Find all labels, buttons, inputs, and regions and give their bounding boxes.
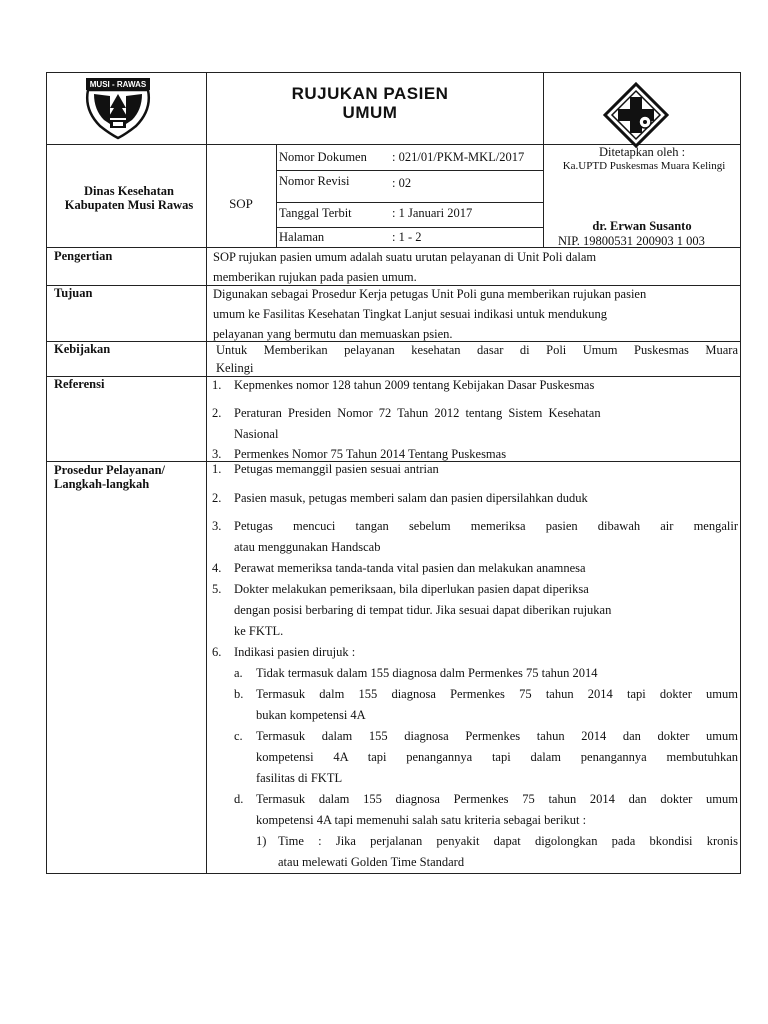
puskesmas-cross-icon [603,82,669,153]
prosedur-item-4: Perawat memeriksa tanda-tanda vital pasien dan melakukan anamnesa [234,561,586,575]
table-border-right [740,72,741,874]
prosedur-item-2: Pasien masuk, petugas memberi salam dan pasien dipersilahkan duduk [234,491,588,505]
table-border-top [46,72,741,73]
doc-type-sop: SOP [229,196,253,211]
prosedur-item-5-line-3: ke FKTL. [234,624,284,638]
table-border-left [46,72,47,874]
set-by-label: Ditetapkan oleh : [598,145,686,159]
set-by-org: Ka.UPTD Puskesmas Muara Kelingi [562,160,726,172]
signer-nip: NIP. 19800531 200903 1 003 [558,234,705,248]
meta-label-nomor-dokumen: Nomor Dokumen [279,150,367,164]
signer-name: dr. Erwan Susanto [592,219,692,233]
referensi-item-1: Kepmenkes nomor 128 tahun 2009 tentang Kebijakan Dasar Puskesmas [234,378,595,392]
prosedur-num-3: 3. [212,519,222,533]
musi-rawas-emblem-icon [80,76,156,145]
subsubitem-1-line-1: Time : Jika perjalanan penyakit dapat digolongkan pada bkondisi kronis [278,834,738,848]
label-kebijakan: Kebijakan [54,342,111,356]
subitem-d-line-2: kompetensi 4A tapi memenuhi salah satu kriteria sebagai berikut : [256,813,587,827]
prosedur-num-6: 6. [212,645,222,659]
table-line-kebijakan-bottom [46,376,741,377]
prosedur-num-2: 2. [212,491,222,505]
subitem-c-line-1: Termasuk dalam 155 diagnosa Permenkes tahun 2014 dan dokter umum [256,729,738,743]
document-title-line2: UMUM [342,103,398,122]
label-tujuan: Tujuan [54,286,93,300]
meta-row-line-1 [276,170,544,171]
referensi-item-2-line-2: Nasional [234,427,279,441]
subitem-b-line-1: Termasuk dalm 155 diagnosa Permenkes 75 tahun 2014 tapi dokter umum [256,687,738,701]
subitem-num-d: d. [234,792,244,806]
subitem-c-line-2: kompetensi 4A tapi penangannya tapi dalam penangannya membutuhkan [256,750,738,764]
referensi-item-2-line-1: Peraturan Presiden Nomor 72 Tahun 2012 tentang Sistem Kesehatan [234,406,601,420]
meta-value-tanggal-terbit: : 1 Januari 2017 [392,206,473,220]
referensi-item-3: Permenkes Nomor 75 Tahun 2014 Tentang Puskesmas [234,447,507,461]
prosedur-item-3-line-1: Petugas mencuci tangan sebelum memeriksa pasien dibawah air mengalir [234,519,738,533]
prosedur-item-5-line-2: dengan posisi berbaring di tempat tidur. Jika sesuai dapat diberikan rujukan [234,603,612,617]
prosedur-num-4: 4. [212,561,222,575]
prosedur-item-6: Indikasi pasien dirujuk : [234,645,356,659]
meta-value-nomor-revisi: : 02 [392,176,412,190]
subitem-a: Tidak termasuk dalam 155 diagnosa dalm Permenkes 75 tahun 2014 [256,666,598,680]
pengertian-line-2: memberikan rujukan pada pasien umum. [213,270,417,284]
subitem-num-c: c. [234,729,243,743]
subsubitem-num-1: 1) [256,834,267,848]
table-border-bottom [46,873,741,874]
referensi-num-3: 3. [212,447,222,461]
subitem-d-line-1: Termasuk dalam 155 diagnosa Permenkes 75 tahun 2014 dan dokter umum [256,792,738,806]
tujuan-line-2: umum ke Fasilitas Kesehatan Tingkat Lanjut sesuai indikasi untuk mendukung [213,307,608,321]
table-divider-sop-cell [276,144,277,248]
subsubitem-1-line-2: atau melewati Golden Time Standard [278,855,465,869]
document-title-line1: RUJUKAN PASIEN [291,84,449,103]
prosedur-item-1: Petugas memanggil pasien sesuai antrian [234,462,439,476]
label-pengertian: Pengertian [54,249,113,263]
meta-label-tanggal-terbit: Tanggal Terbit [279,206,352,220]
label-prosedur-line2: Langkah-langkah [54,477,150,491]
subitem-b-line-2: bukan kompetensi 4A [256,708,366,722]
table-line-tujuan-bottom [46,341,741,342]
prosedur-item-3-line-2: atau menggunakan Handscab [234,540,381,554]
table-line-pengertian-bottom [46,285,741,286]
logo-left-text: MUSI - RAWAS [89,80,147,89]
subitem-num-a: a. [234,666,243,680]
kebijakan-line-2: Kelingi [216,361,254,375]
meta-row-line-2 [276,202,544,203]
meta-label-halaman: Halaman [279,230,325,244]
pengertian-line-1: SOP rujukan pasien umum adalah suatu urutan pelayanan di Unit Poli dalam [213,250,597,264]
agency-line1: Dinas Kesehatan [84,184,174,198]
meta-value-nomor-dokumen: : 021/01/PKM-MKL/2017 [392,150,525,164]
referensi-num-1: 1. [212,378,222,392]
prosedur-num-5: 5. [212,582,222,596]
meta-value-halaman: : 1 - 2 [392,230,422,244]
kebijakan-line-1: Untuk Memberikan pelayanan kesehatan dasar di Poli Umum Puskesmas Muara [216,343,738,357]
label-prosedur-line1: Prosedur Pelayanan/ [54,463,166,477]
meta-row-line-3 [276,227,544,228]
tujuan-line-1: Digunakan sebagai Prosedur Kerja petugas Unit Poli guna memberikan rujukan pasien [213,287,647,301]
referensi-num-2: 2. [212,406,222,420]
prosedur-num-1: 1. [212,462,222,476]
meta-label-nomor-revisi: Nomor Revisi [279,174,350,188]
agency-line2: Kabupaten Musi Rawas [64,198,194,212]
subitem-c-line-3: fasilitas di FKTL [256,771,343,785]
subitem-num-b: b. [234,687,244,701]
label-referensi: Referensi [54,377,105,391]
prosedur-item-5-line-1: Dokter melakukan pemeriksaan, bila diperlukan pasien dapat diperiksa [234,582,589,596]
tujuan-line-3: pelayanan yang bermutu dan memuaskan psien. [213,327,453,341]
table-column-divider [206,72,207,874]
